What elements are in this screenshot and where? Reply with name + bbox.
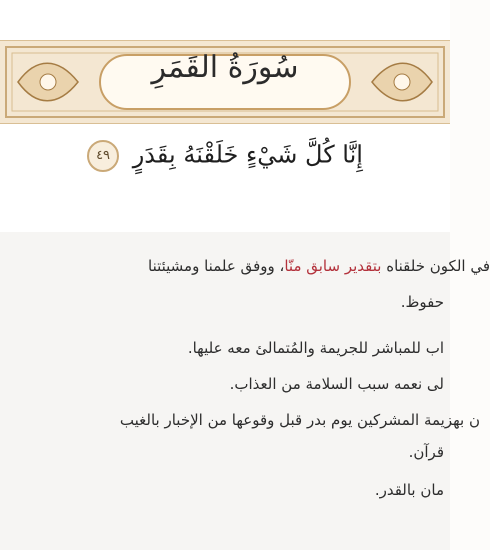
ayah-number-icon: ٤٩ (87, 140, 119, 172)
tafsir-line-6: قرآن. (408, 443, 444, 461)
verse-arabic: إِنَّا كُلَّ شَيْءٍ خَلَقْنَهُ بِقَدَرٍ (132, 140, 363, 169)
verse-text (0, 140, 450, 172)
tafsir-line-1: في الكون خلقناه بتقدير سابق منّا، ووفق علمنا ومشيئتنا (148, 257, 490, 275)
tafsir-line-5: ن بهزيمة المشركين يوم بدر قبل وقوعها من الإخبار بالغيب (119, 411, 480, 429)
tafsir-line-2: حفوظ. (400, 293, 444, 311)
tafsir-line-7: مان بالقدر. (374, 481, 444, 499)
surah-title: سُورَةُ القَمَرِ (151, 50, 299, 85)
tafsir-line-4: لى نعمه سبب السلامة من العذاب. (229, 375, 444, 393)
highlight-term: بتقدير سابق منّا (284, 257, 382, 275)
tafsir-line-3: اب للمباشر للجريمة والمُتمالئ معه عليها. (187, 339, 444, 357)
